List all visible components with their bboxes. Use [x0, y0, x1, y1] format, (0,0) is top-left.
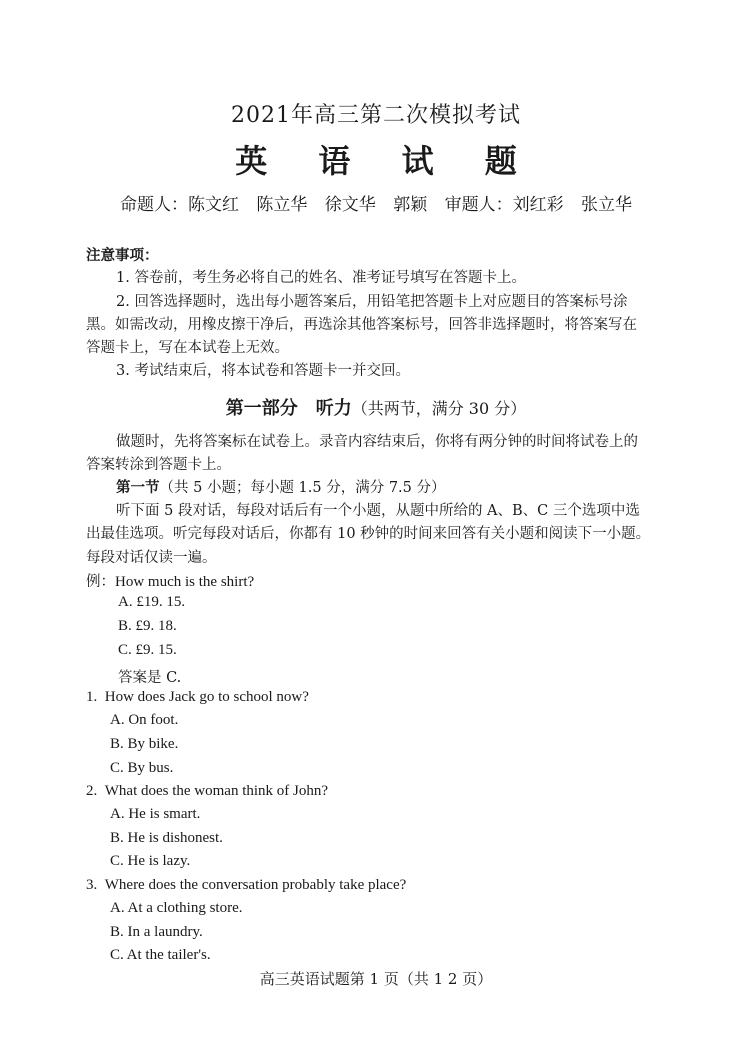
author-item: 郭颖	[393, 195, 428, 215]
question-option: B. In a laundry.	[110, 924, 203, 940]
question-number: 1.	[86, 689, 98, 705]
notice-item: 2. 回答选择题时，选出每小题答案后，用铅笔把答题卡上对应题目的答案标号涂	[116, 294, 628, 310]
question-stem	[86, 689, 309, 706]
question-option: A. He is smart.	[110, 806, 201, 822]
question-number: 3.	[86, 877, 98, 893]
author-item: 陈立华	[256, 195, 308, 215]
page-footer: 高三英语试题第 1 页（共 1 2 页）	[259, 970, 493, 988]
question-option: C. By bus.	[110, 760, 174, 776]
question-option: C. He is lazy.	[110, 853, 191, 869]
part-one-intro: 答案转涂到答题卡上。	[86, 457, 231, 473]
notice-heading: 注意事项：	[86, 247, 159, 264]
question-text: What does the woman think of John?	[104, 783, 329, 799]
section-one-directions: 出最佳选项。听完每段对话后，你都有 10 秒钟的时间来回答有关小题和阅读下一小题。	[86, 526, 651, 542]
example-question-text: How much is the shirt?	[115, 574, 255, 590]
question-number: 2.	[86, 783, 98, 799]
question-option: A. At a clothing store.	[110, 900, 243, 916]
part-one-title: 第一部分 听力	[225, 398, 352, 419]
part-one-subtitle: （共两节，满分 30 分）	[351, 399, 527, 418]
section-one-heading	[116, 476, 446, 497]
author-item: 徐文华	[324, 195, 376, 215]
notice-item: 答题卡上，写在本试卷上无效。	[86, 340, 289, 356]
notice-item: 黑。如需改动，用橡皮擦干净后，再选涂其他答案标号，回答非选择题时，将答案写在	[86, 317, 637, 333]
part-one-heading	[0, 394, 752, 420]
notice-item: 3. 考试结束后，将本试卷和答题卡一并交回。	[116, 363, 410, 379]
question-option: B. He is dishonest.	[110, 830, 223, 846]
example-label: 例：	[86, 574, 115, 590]
exam-title-subject: 英 语 试 题	[235, 142, 537, 180]
question-text: How does Jack go to school now?	[104, 689, 309, 705]
notice-item: 1. 答卷前，考生务必将自己的姓名、准考证号填写在答题卡上。	[116, 270, 526, 286]
author-item: 命题人：陈文红	[119, 195, 239, 215]
question-stem	[86, 783, 328, 800]
question-stem	[86, 877, 406, 894]
reviewer-item: 审题人：刘红彩	[444, 195, 564, 215]
section-one-label: 第一节	[116, 479, 160, 496]
question-option: A. On foot.	[110, 712, 179, 728]
section-one-directions: 每段对话仅读一遍。	[86, 550, 217, 566]
question-option: B. By bike.	[110, 736, 179, 752]
part-one-intro: 做题时，先将答案标在试卷上。录音内容结束后，你将有两分钟的时间将试卷上的	[116, 434, 638, 450]
example-option: A. £19. 15.	[118, 594, 186, 610]
exam-title-line1: 2021年高三第二次模拟考试	[231, 103, 521, 128]
example-option: B. £9. 18.	[118, 618, 177, 634]
example-question	[86, 570, 254, 591]
reviewer-item: 张立华	[581, 195, 633, 215]
question-option: C. At the tailer's.	[110, 947, 211, 963]
author-line	[0, 190, 752, 215]
question-text: Where does the conversation probably take place?	[104, 877, 407, 893]
example-answer: 答案是 C.	[118, 670, 182, 686]
section-one-info: （共 5 小题；每小题 1.5 分，满分 7.5 分）	[159, 480, 446, 496]
example-option: C. £9. 15.	[118, 642, 177, 658]
section-one-directions: 听下面 5 段对话，每段对话后有一个小题，从题中所给的 A、B、C 三个选项中选	[116, 503, 640, 519]
